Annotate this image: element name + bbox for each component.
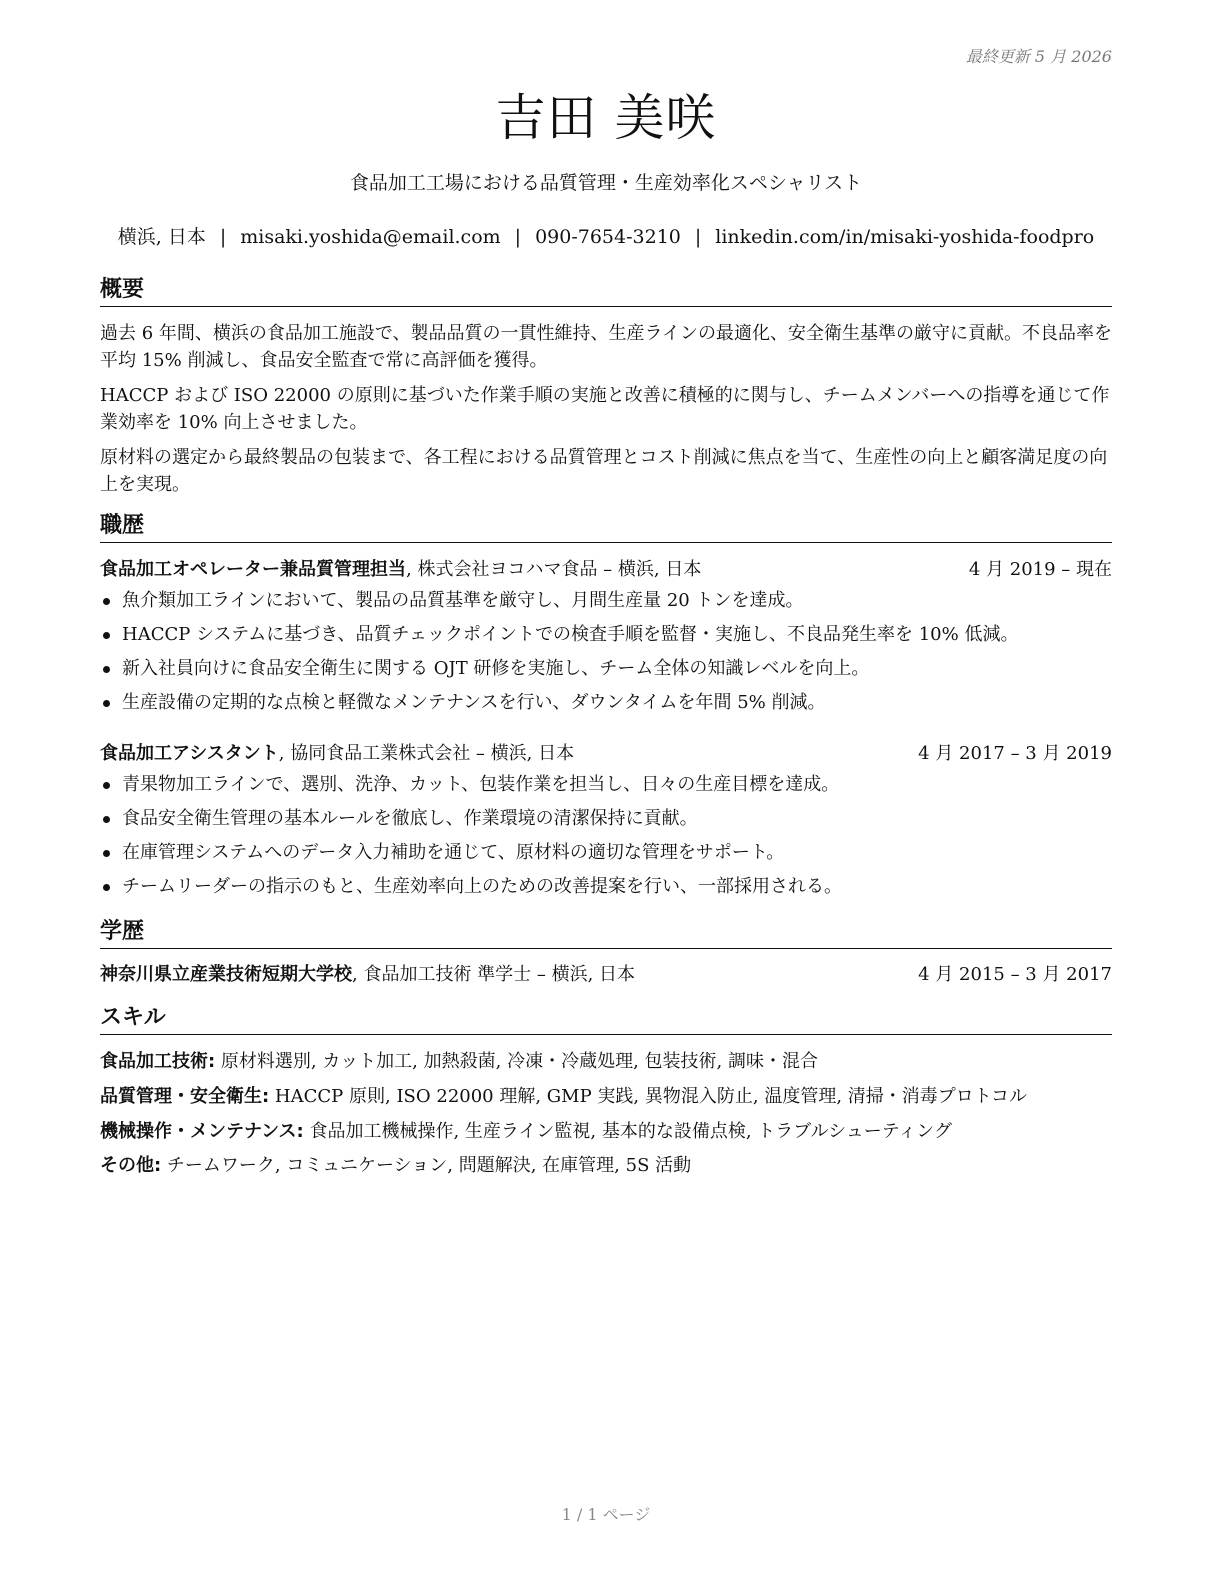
skill-value: 食品加工機械操作, 生産ライン監視, 基本的な設備点検, トラブルシューティング xyxy=(303,1121,952,1142)
resume-page xyxy=(100,0,1112,1584)
skill-line xyxy=(100,1084,1112,1110)
list-item-text: 生産設備の定期的な点検と軽微なメンテナンスを行い、ダウンタイムを年間 5% 削減。 xyxy=(122,692,826,713)
skill-label: その他: xyxy=(100,1155,162,1176)
list-item xyxy=(100,806,1112,840)
bullet-icon xyxy=(103,632,110,639)
skill-label: 機械操作・メンテナンス: xyxy=(100,1121,304,1142)
job-header xyxy=(100,557,1112,583)
bullet-icon xyxy=(103,850,110,857)
education-entry xyxy=(100,962,1112,988)
candidate-name: 吉田 美咲 xyxy=(495,89,717,147)
skill-line xyxy=(100,1049,1112,1075)
skill-value: チームワーク, コミュニケーション, 問題解決, 在庫管理, 5S 活動 xyxy=(161,1155,692,1176)
contact-email[interactable]: misaki.yoshida@email.com xyxy=(240,226,501,248)
bullet-icon xyxy=(103,666,110,673)
list-item-text: 新入社員向けに食品安全衛生に関する OJT 研修を実施し、チーム全体の知識レベルを向上。 xyxy=(122,658,870,679)
list-item xyxy=(100,874,1112,908)
job-title: 食品加工アシスタント xyxy=(100,743,279,764)
job-company: , 協同食品工業株式会社 – 横浜, 日本 xyxy=(278,743,575,764)
list-item xyxy=(100,622,1112,656)
skill-value: 原材料選別, カット加工, 加熱殺菌, 冷凍・冷蔵処理, 包装技術, 調味・混合 xyxy=(215,1051,818,1072)
headline: 食品加工工場における品質管理・生産効率化スペシャリスト xyxy=(349,172,863,194)
contact-separator: | xyxy=(694,226,702,248)
job-dates: 4 月 2017 – 3 月 2019 xyxy=(918,743,1112,764)
section-heading-education: 学歴 xyxy=(100,918,1112,949)
school-name: 神奈川県立産業技術短期大学校 xyxy=(100,964,352,985)
job-bullets xyxy=(100,772,1112,908)
list-item xyxy=(100,772,1112,806)
job-title: 食品加工オペレーター兼品質管理担当 xyxy=(100,559,406,580)
summary-paragraph: 過去 6 年間、横浜の食品加工施設で、製品品質の一貫性維持、生産ラインの最適化、安全衛生基準の厳守に貢献。不良品率を平均 15% 削減し、食品安全監査で常に高評価を獲得。 xyxy=(100,323,1112,371)
job-header xyxy=(100,741,1112,767)
bullet-icon xyxy=(103,884,110,891)
bullet-icon xyxy=(103,816,110,823)
list-item xyxy=(100,690,1112,724)
list-item xyxy=(100,656,1112,690)
skill-value: HACCP 原則, ISO 22000 理解, GMP 実践, 異物混入防止, 温度管理, 清掃・消毒プロトコル xyxy=(269,1086,1028,1107)
section-heading-skills: スキル xyxy=(100,1004,1112,1035)
last-updated: 最終更新 5 月 2026 xyxy=(965,47,1112,66)
contact-linkedin[interactable]: linkedin.com/in/misaki-yoshida-foodpro xyxy=(715,226,1095,248)
list-item-text: チームリーダーの指示のもと、生産効率向上のための改善提案を行い、一部採用される。 xyxy=(122,876,842,897)
contact-separator: | xyxy=(219,226,227,248)
list-item-text: 魚介類加工ラインにおいて、製品の品質基準を厳守し、月間生産量 20 トンを達成。 xyxy=(122,590,804,611)
education-dates: 4 月 2015 – 3 月 2017 xyxy=(918,964,1112,985)
contact-phone: 090-7654-3210 xyxy=(535,226,681,248)
contact-location: 横浜, 日本 xyxy=(117,226,206,248)
degree: , 食品加工技術 準学士 – 横浜, 日本 xyxy=(352,964,636,985)
contact-separator: | xyxy=(514,226,522,248)
skill-label: 品質管理・安全衛生: xyxy=(100,1086,270,1107)
skill-line xyxy=(100,1119,1112,1145)
bullet-icon xyxy=(103,782,110,789)
bullet-icon xyxy=(103,700,110,707)
list-item-text: HACCP システムに基づき、品質チェックポイントでの検査手順を監督・実施し、不良品発生率を 10% 低減。 xyxy=(122,624,1019,645)
section-heading-experience: 職歴 xyxy=(100,512,1112,543)
job-company: , 株式会社ヨコハマ食品 – 横浜, 日本 xyxy=(406,559,702,580)
list-item xyxy=(100,588,1112,622)
summary-paragraph: HACCP および ISO 22000 の原則に基づいた作業手順の実施と改善に積極的に関与し、チームメンバーへの指導を通じて作業効率を 10% 向上させました。 xyxy=(100,385,1110,433)
page-indicator: 1 / 1 ページ xyxy=(561,1505,651,1524)
job-dates: 4 月 2019 – 現在 xyxy=(968,559,1112,580)
contact-line xyxy=(100,224,1112,250)
list-item xyxy=(100,840,1112,874)
skill-label: 食品加工技術: xyxy=(100,1051,216,1072)
section-heading-summary: 概要 xyxy=(100,276,1112,307)
job-bullets xyxy=(100,588,1112,724)
skill-line xyxy=(100,1153,1112,1179)
summary-paragraph: 原材料の選定から最終製品の包装まで、各工程における品質管理とコスト削減に焦点を当て、生産性の向上と顧客満足度の向上を実現。 xyxy=(100,447,1108,495)
list-item-text: 在庫管理システムへのデータ入力補助を通じて、原材料の適切な管理をサポート。 xyxy=(122,842,785,863)
list-item-text: 青果物加工ラインで、選別、洗浄、カット、包装作業を担当し、日々の生産目標を達成。 xyxy=(122,774,840,795)
list-item-text: 食品安全衛生管理の基本ルールを徹底し、作業環境の清潔保持に貢献。 xyxy=(122,808,698,829)
bullet-icon xyxy=(103,598,110,605)
